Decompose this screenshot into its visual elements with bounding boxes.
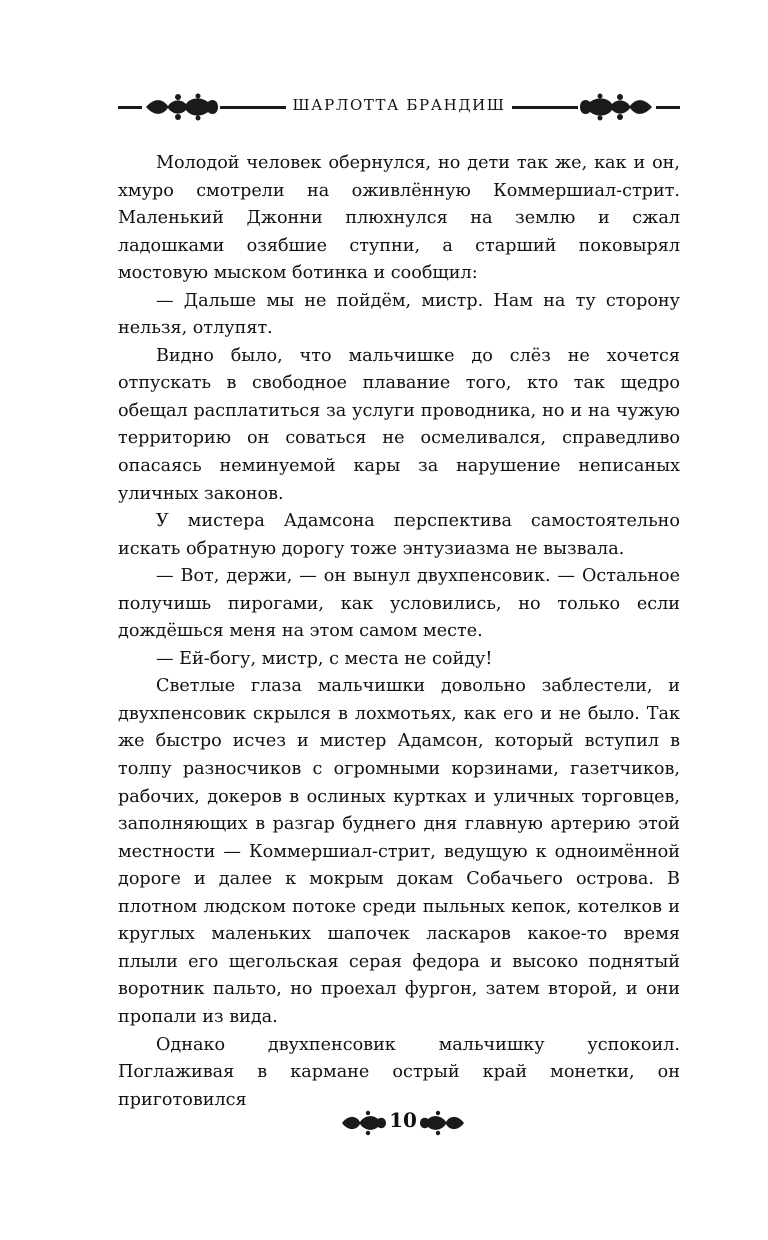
page-number: 10	[389, 1108, 417, 1132]
paragraph: — Ей-богу, мистр, с места не сойду!	[156, 648, 493, 669]
paragraph: — Вот, держи, — он вынул двухпенсовик. — Остальное получишь пирогами, как условились, но только если дождёшься меня на этом самом месте.	[118, 566, 680, 642]
header-author-title: ШАРЛОТТА БРАНДИШ	[292, 96, 506, 114]
floral-ornament-icon	[578, 92, 656, 122]
body-text	[118, 150, 680, 1114]
page-footer	[0, 1108, 768, 1136]
paragraph: У мистера Адамсона перспектива самостоятельно искать обратную дорогу тоже энтузиазма не вызвала.	[118, 511, 680, 559]
floral-ornament-icon	[340, 1110, 388, 1136]
floral-ornament-icon	[418, 1110, 466, 1136]
paragraph: — Дальше мы не пойдём, мистр. Нам на ту сторону нельзя, отлупят.	[118, 290, 680, 339]
paragraph: Видно было, что мальчишке до слёз не хочется отпускать в свободное плавание того, кто так щедро обещал расплатиться за услуги проводника, но и на чужую территорию он соваться не осмеливался, справедливо опасаясь неминуемой кары за нарушение неписаных уличных законов.	[118, 345, 680, 504]
paragraph: Однако двухпенсовик мальчишку успокоил. Поглаживая в кармане острый край монетки, он приготовился	[118, 1034, 680, 1110]
paragraph: Молодой человек обернулся, но дети так же, как и он, хмуро смотрели на оживлённую Коммершиал-стрит. Маленький Джонни плюхнулся на землю и сжал ладошками озябшие ступни, а старший поковырял мостовую мыском ботинка и сообщил:	[118, 153, 680, 284]
paragraph: Светлые глаза мальчишки довольно заблестели, и двухпенсовик скрылся в лохмотьях, как его и не было. Так же быстро исчез и мистер Адамсон, который вступил в толпу разносчиков с огромными корзинами, газетчиков, рабочих, докеров в ослиных куртках и уличных торговцев, заполняющих в разгар буднего дня главную артерию этой местности — Коммершиал-стрит, ведущую к одноимённой дороге и далее к мокрым докам Собачьего острова. В плотном людском потоке среди пыльных кепок, котелков и круглых маленьких шапочек ласкаров какое-то время плыли его щегольская серая федора и высоко поднятый воротник пальто, но проехал фургон, затем второй, и они пропали из вида.	[118, 676, 680, 1027]
running-header	[118, 92, 680, 124]
